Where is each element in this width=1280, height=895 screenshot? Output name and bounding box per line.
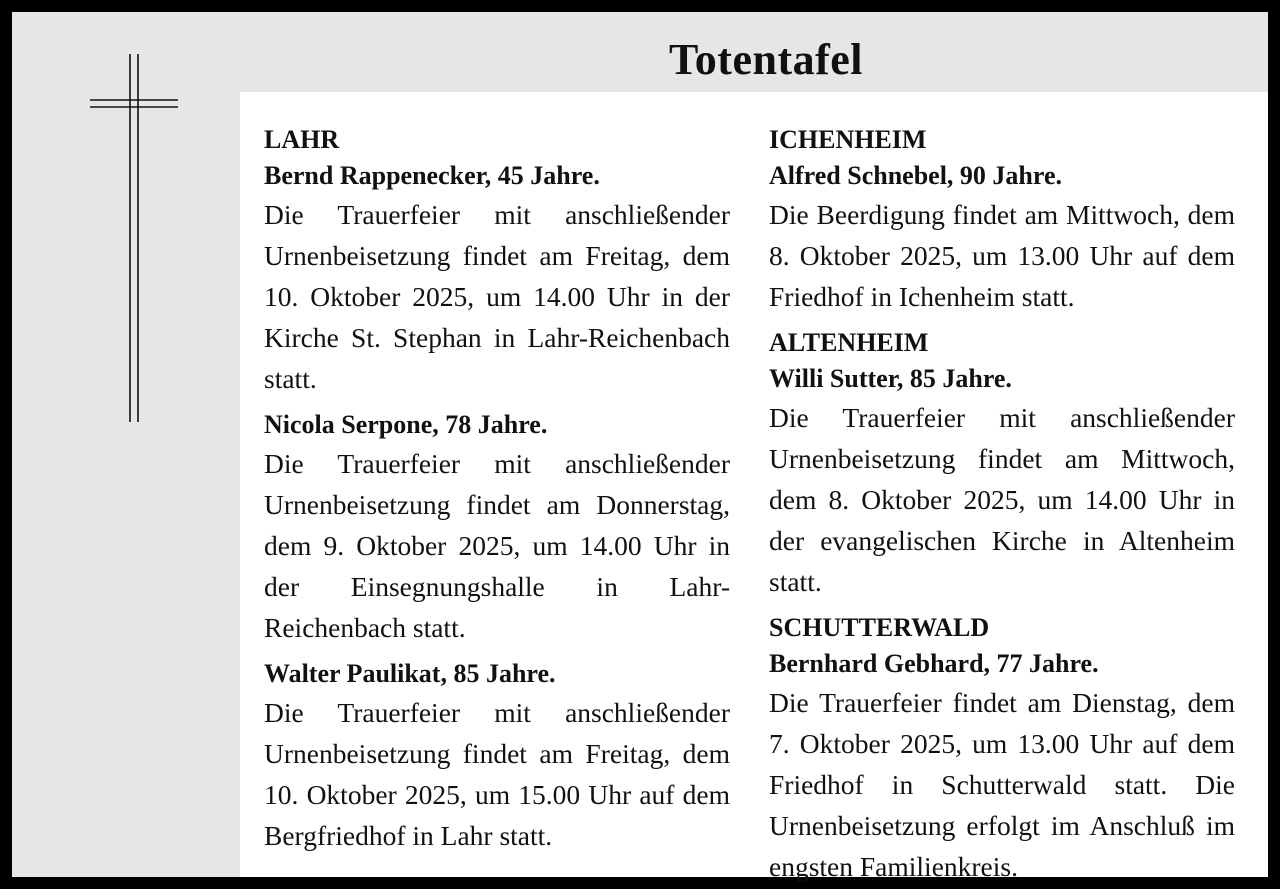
obituary-entry [264, 656, 730, 856]
obituary-entry [769, 361, 1235, 602]
deceased-name: Bernhard Gebhard, 77 Jahre. [769, 649, 1099, 678]
obituary-panel [240, 92, 1268, 882]
obituary-entry [769, 646, 1235, 887]
funeral-text: Die Trauerfeier mit anschließender Urnenbeisetzung findet am Donnerstag, dem 9. Oktober 2025, um 14.00 Uhr in der Einsegnungshalle in Lahr-Reichenbach statt. [264, 448, 730, 643]
place-heading: ICHENHEIM [769, 125, 927, 154]
section-altenheim [769, 325, 1235, 602]
section-ichenheim [769, 122, 1235, 317]
deceased-name: Alfred Schnebel, 90 Jahre. [769, 161, 1062, 190]
funeral-text: Die Trauerfeier mit anschließender Urnenbeisetzung findet am Mittwoch, dem 8. Oktober 2025, um 14.00 Uhr in der evangelischen Kirche in Altenheim statt. [769, 402, 1235, 597]
section-lahr [264, 122, 730, 856]
deceased-name: Nicola Serpone, 78 Jahre. [264, 410, 548, 439]
place-heading: SCHUTTERWALD [769, 613, 990, 642]
deceased-name: Bernd Rappenecker, 45 Jahre. [264, 161, 600, 190]
section-schutterwald [769, 610, 1235, 887]
funeral-text: Die Trauerfeier mit anschließender Urnenbeisetzung findet am Freitag, dem 10. Oktober 2025, um 14.00 Uhr in der Kirche St. Stephan in Lahr-Reichenbach statt. [264, 199, 730, 394]
cross-icon [80, 44, 180, 424]
funeral-text: Die Trauerfeier findet am Dienstag, dem 7. Oktober 2025, um 13.00 Uhr auf dem Friedhof in Schutterwald statt. Die Urnenbeisetzung erfolgt im Anschluß im engsten Familienkreis. [769, 687, 1235, 882]
deceased-name: Willi Sutter, 85 Jahre. [769, 364, 1012, 393]
place-heading: LAHR [264, 125, 340, 154]
obituary-entry [264, 407, 730, 648]
obituary-entry [769, 158, 1235, 317]
deceased-name: Walter Paulikat, 85 Jahre. [264, 659, 556, 688]
place-heading: ALTENHEIM [769, 328, 929, 357]
funeral-text: Die Trauerfeier mit anschließender Urnenbeisetzung findet am Freitag, dem 10. Oktober 2025, um 15.00 Uhr auf dem Bergfriedhof in Lahr statt. [264, 697, 730, 851]
page-title: Totentafel [668, 35, 864, 84]
column-right [769, 122, 1235, 895]
funeral-text: Die Beerdigung findet am Mittwoch, dem 8. Oktober 2025, um 13.00 Uhr auf dem Friedhof in Ichenheim statt. [769, 199, 1235, 312]
column-left [264, 122, 730, 864]
obituary-entry [264, 158, 730, 399]
